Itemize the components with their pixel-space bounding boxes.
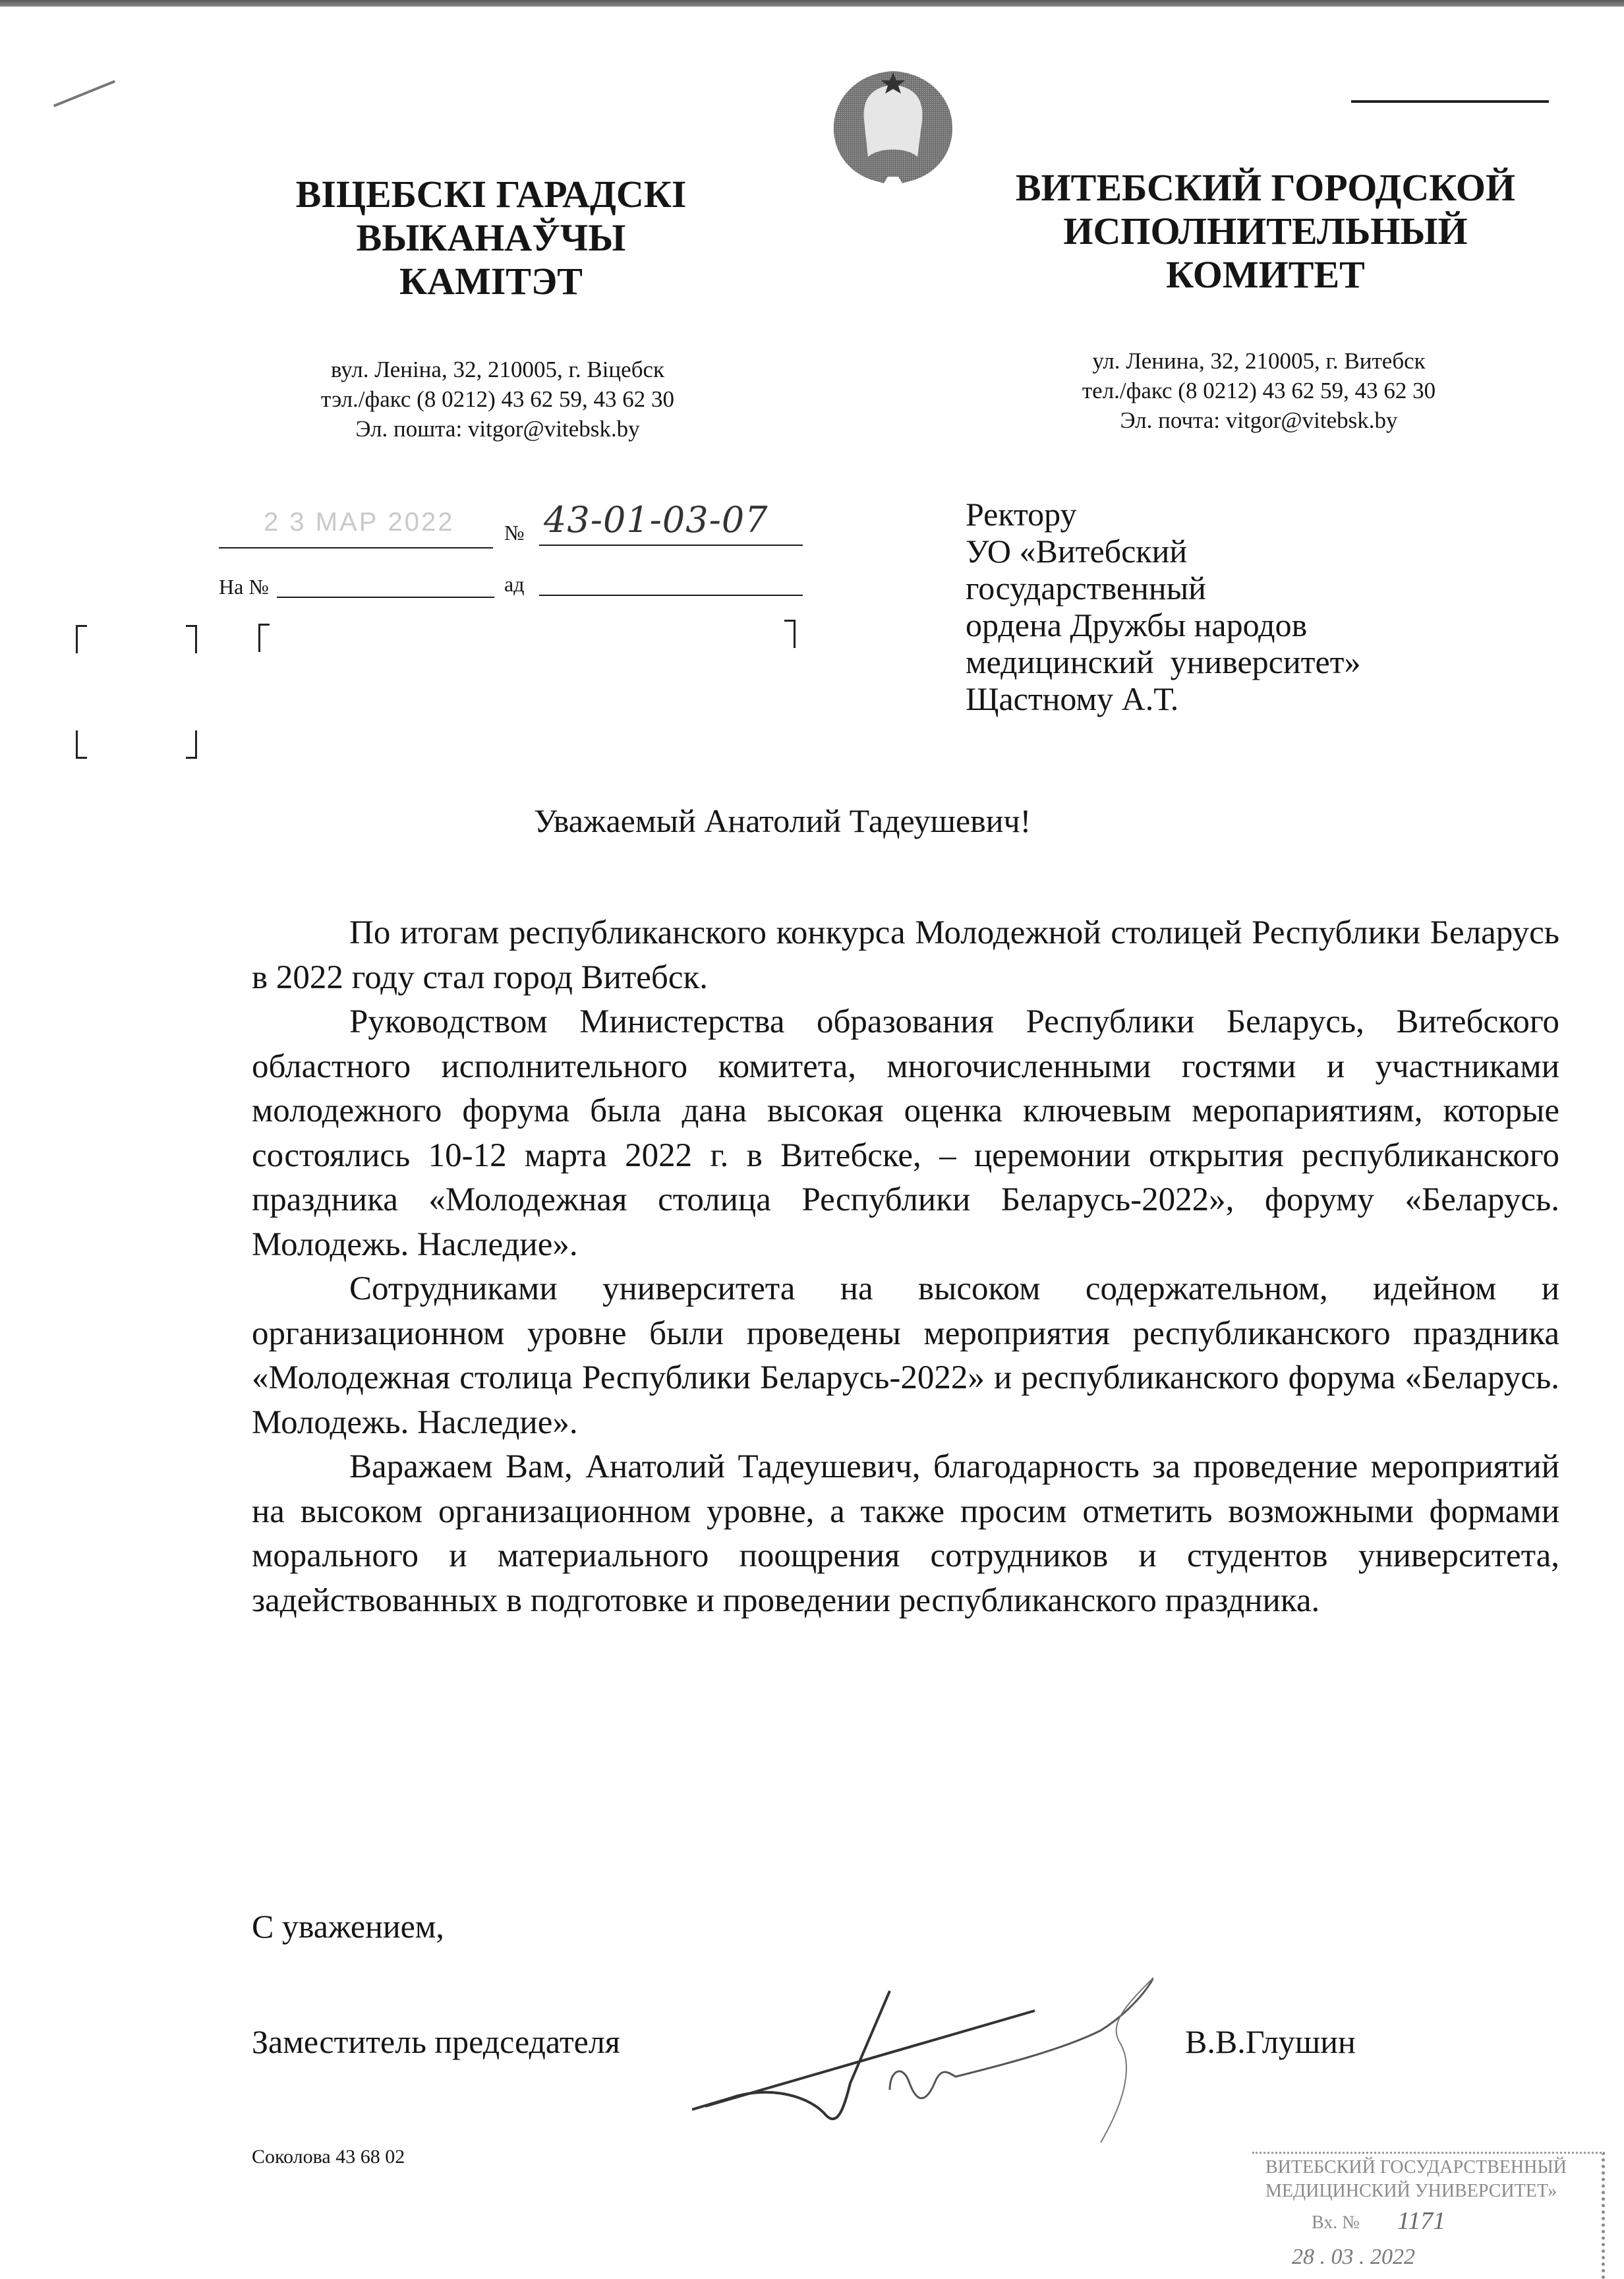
stamp-number-label: Вх. № xyxy=(1312,2212,1360,2233)
paragraph-3: Сотрудниками университета на высоком содержательном, идейном и организационном уровне были проведены мероприятия республиканского праздника «Молодежная столица Республики Беларусь-2022» и республиканского форума «Беларусь. Молодежь. Наследие». xyxy=(252,1270,1559,1441)
recipient-line-1: Ректору xyxy=(966,496,1077,533)
stamp-line-1: ВИТЕБСКИЙ ГОСУДАРСТВЕННЫЙ xyxy=(1265,2157,1567,2177)
corner-mark-top-right-2 xyxy=(784,620,796,648)
contacts-russian xyxy=(969,346,1549,435)
number-label: № xyxy=(504,521,525,545)
recipient-line-6: Щастному А.Т. xyxy=(966,680,1179,717)
email-ru: Эл. почта: vitgor@vitebsk.by xyxy=(1120,407,1398,433)
signatory-title: Заместитель председателя xyxy=(252,2023,620,2060)
belarus-coat-of-arms-icon xyxy=(828,58,958,187)
org-title-russian xyxy=(959,166,1572,297)
stamp-number-value: 1171 xyxy=(1397,2207,1446,2235)
org-title-belarusian xyxy=(218,173,765,303)
paragraph-4: Варажаем Вам, Анатолий Тадеушевич, благодарность за проведение мероприятий на высоком организационном уровне, а также просим отметить возможными формами морального и материального поощрения сотрудников и студентов университета, задействованных в подготовке и проведении республиканского праздника. xyxy=(252,1448,1559,1619)
recipient-block xyxy=(966,496,1361,717)
org-title-by-line-2: ВЫКАНАЎЧЫ xyxy=(356,216,626,259)
stamp-date: 28 . 03 . 2022 xyxy=(1292,2245,1415,2269)
executor-contact: Соколова 43 68 02 xyxy=(252,2146,405,2168)
corner-mark-top-left xyxy=(76,625,87,653)
phone-by: тэл./факс (8 0212) 43 62 59, 43 62 30 xyxy=(321,386,674,412)
org-title-by-line-1: ВІЦЕБСКІ ГАРАДСКІ xyxy=(295,173,687,216)
outgoing-number: 43-01-03-07 xyxy=(544,499,768,541)
recipient-line-3: государственный xyxy=(966,570,1206,607)
corner-mark-bottom-right xyxy=(186,730,197,759)
date-underline xyxy=(219,547,493,548)
reply-date-underline xyxy=(539,595,803,596)
recipient-line-2: УО «Витебский xyxy=(966,533,1188,570)
signatory-name: В.В.Глушин xyxy=(1185,2023,1356,2060)
paragraph-2: Руководством Министерства образования Республики Беларусь, Витебского областного исполнительного комитета, многочисленными гостями и участниками молодежного форума была дана высокая оценка ключевым меропариятиям, которые состоялись 10-12 марта 2022 г. в Витебске, – церемонии открытия республиканского праздника «Молодежная столица Республики Беларусь-2022», форуму «Беларусь. Молодежь. Наследие». xyxy=(252,1003,1559,1263)
recipient-line-5: медицинский университет» xyxy=(966,643,1361,680)
number-underline xyxy=(539,545,803,546)
org-title-ru-line-2: ИСПОЛНИТЕЛЬНЫЙ xyxy=(1063,210,1468,252)
corner-mark-top-right xyxy=(186,625,197,653)
scan-mark-left xyxy=(53,80,115,107)
reply-label: На № xyxy=(219,575,269,599)
closing: С уважением, xyxy=(252,1908,444,1945)
paragraph-1: По итогам республиканского конкурса Молодежной столицей Республики Беларусь в 2022 году стал город Витебск. xyxy=(252,914,1559,996)
handwritten-signature-icon xyxy=(692,1951,1153,2149)
stamp-line-2: МЕДИЦИНСКИЙ УНИВЕРСИТЕТ» xyxy=(1265,2181,1557,2201)
incoming-registration-stamp xyxy=(1226,2150,1608,2278)
org-title-by-line-3: КАМІТЭТ xyxy=(399,260,583,303)
reply-number-underline xyxy=(277,597,494,598)
corner-mark-top-left-2 xyxy=(258,624,270,652)
contacts-belarusian xyxy=(218,355,778,444)
recipient-line-4: ордена Дружбы народов xyxy=(966,607,1308,643)
org-title-ru-line-1: ВИТЕБСКИЙ ГОРОДСКОЙ xyxy=(1015,166,1516,209)
reply-from-label: ад xyxy=(504,572,525,596)
salutation: Уважаемый Анатолий Тадеушевич! xyxy=(534,802,1031,839)
date-stamp: 2 3 МАР 2022 xyxy=(264,508,455,537)
scan-mark-topright xyxy=(1351,100,1549,103)
address-by: вул. Леніна, 32, 210005, г. Віцебск xyxy=(330,357,665,382)
corner-mark-bottom-left xyxy=(76,730,87,759)
address-ru: ул. Ленина, 32, 210005, г. Витебск xyxy=(1092,348,1426,374)
phone-ru: тел./факс (8 0212) 43 62 59, 43 62 30 xyxy=(1082,378,1436,403)
scan-top-edge xyxy=(0,0,1624,7)
letter-body xyxy=(252,911,1559,1623)
email-by: Эл. пошта: vitgor@vitebsk.by xyxy=(355,416,640,442)
org-title-ru-line-3: КОМИТЕТ xyxy=(1166,253,1365,296)
